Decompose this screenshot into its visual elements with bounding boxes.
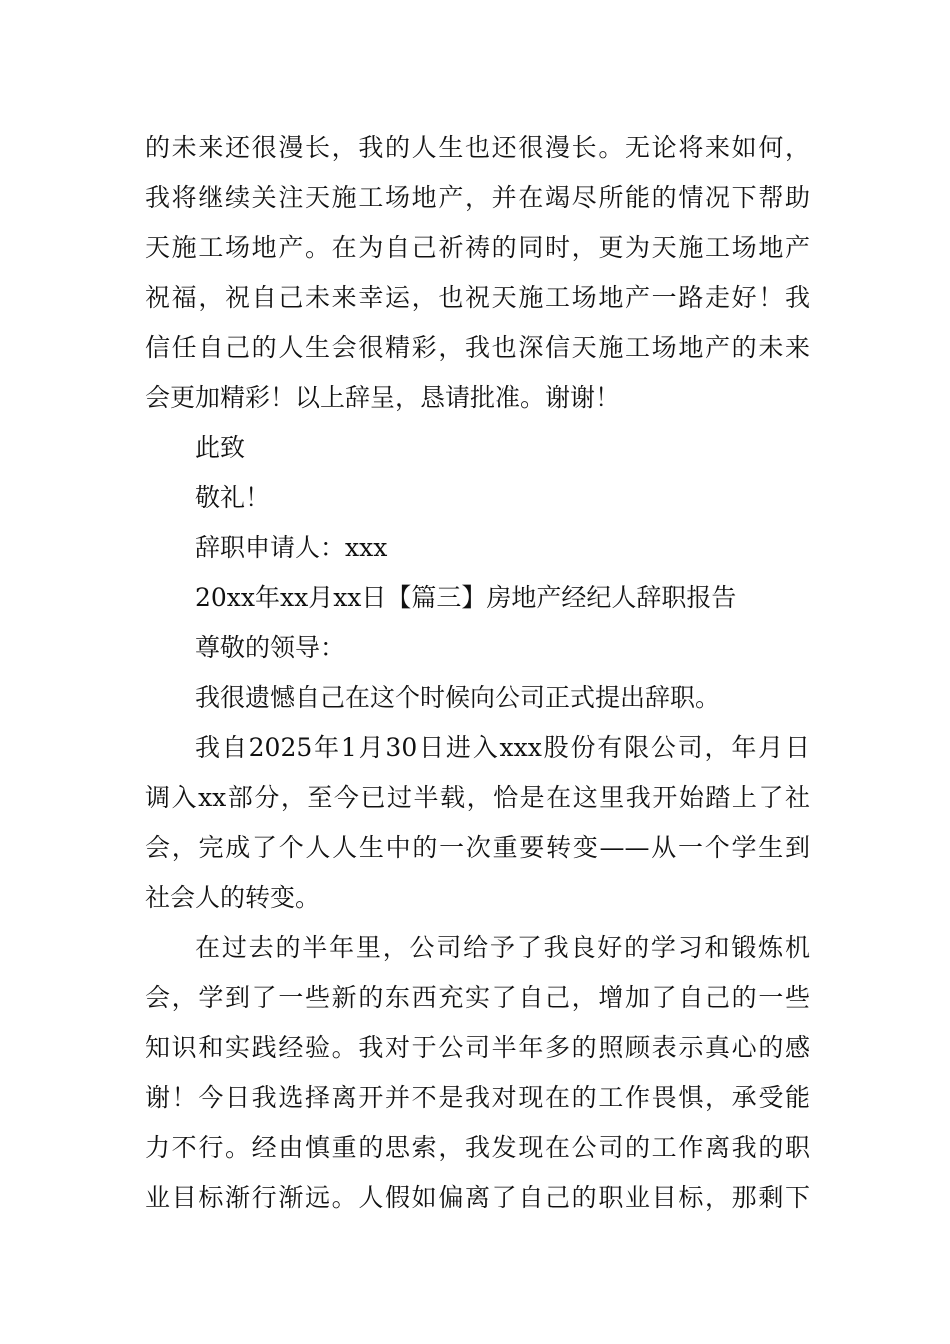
text-line: 的未来还很漫长，我的人生也还很漫长。无论将来如何， — [145, 133, 810, 162]
text-line: 力不行。经由慎重的思索，我发现在公司的工作离我的职 — [145, 1133, 810, 1162]
greeting-line: 尊敬的领导： — [195, 633, 346, 662]
text-line: 调入xx部分，至今已过半载，恰是在这里我开始踏上了社 — [145, 783, 810, 812]
text-line: 信任自己的人生会很精彩，我也深信天施工场地产的未来 — [145, 333, 810, 362]
salutation-line: 敬礼！ — [195, 483, 271, 512]
date-title-line: 20xx年xx月xx日【篇三】房地产经纪人辞职报告 — [195, 583, 737, 612]
text-line: 我自2025年1月30日进入xxx股份有限公司，年月日 — [195, 733, 810, 762]
text-line: 谢！今日我选择离开并不是我对现在的工作畏惧，承受能 — [145, 1083, 810, 1112]
text-line: 会，学到了一些新的东西充实了自己，增加了自己的一些 — [145, 983, 810, 1012]
text-line: 会，完成了个人人生中的一次重要转变——从一个学生到 — [145, 833, 810, 862]
text-line: 知识和实践经验。我对于公司半年多的照顾表示真心的感 — [145, 1033, 810, 1062]
text-line: 业目标渐行渐远。人假如偏离了自己的职业目标，那剩下 — [145, 1183, 810, 1212]
signature-line: 辞职申请人：xxx — [195, 533, 388, 562]
text-line: 在过去的半年里，公司给予了我良好的学习和锻炼机 — [195, 933, 810, 962]
text-line: 会更加精彩！以上辞呈，恳请批准。谢谢！ — [145, 383, 621, 412]
text-line: 我很遗憾自己在这个时候向公司正式提出辞职。 — [195, 683, 721, 712]
text-line: 天施工场地产。在为自己祈祷的同时，更为天施工场地产 — [145, 233, 810, 262]
text-line: 社会人的转变。 — [145, 883, 321, 912]
text-line: 祝福，祝自己未来幸运，也祝天施工场地产一路走好！我 — [145, 283, 810, 312]
closing-line: 此致 — [195, 433, 246, 462]
text-line: 我将继续关注天施工场地产，并在竭尽所能的情况下帮助 — [145, 183, 810, 212]
